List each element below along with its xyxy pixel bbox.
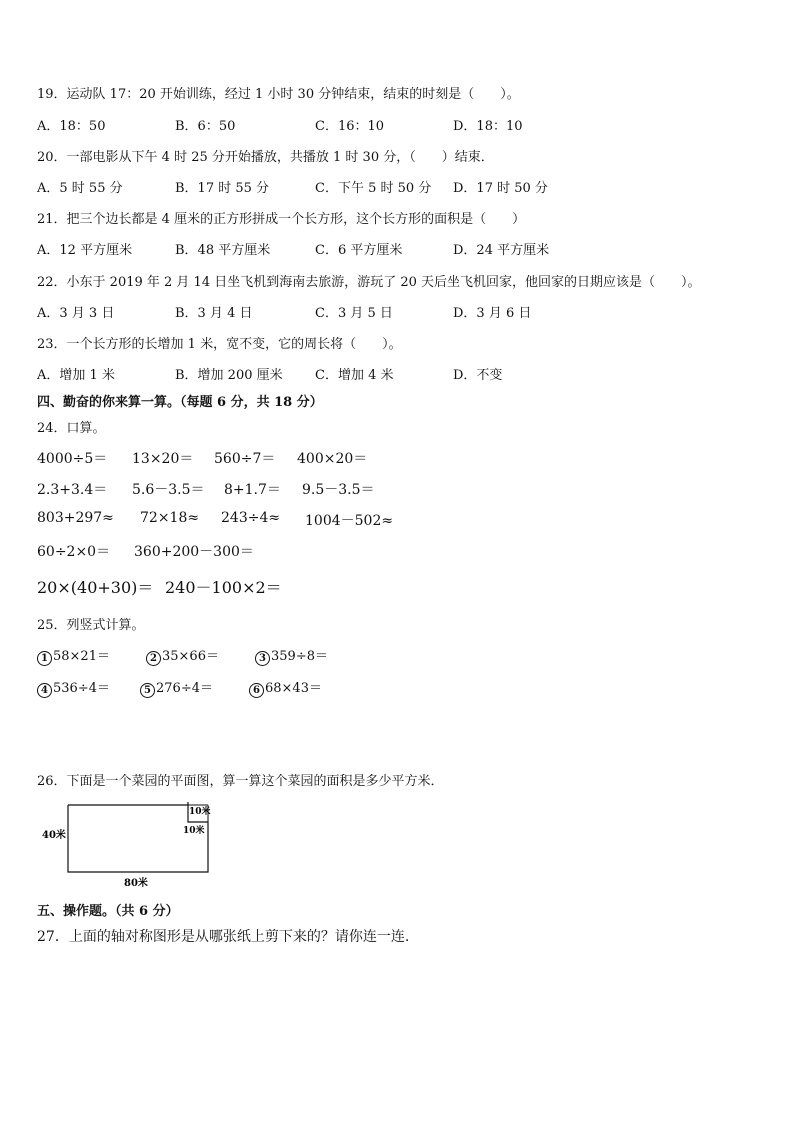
q23-option-b[interactable]: B．增加 200 厘米 — [175, 368, 283, 383]
garden-plan-figure — [40, 802, 230, 890]
question-26-stem: 26．下面是一个菜园的平面图，算一算这个菜园的面积是多少平方米． — [37, 774, 444, 789]
vertical-calc-item — [249, 677, 322, 698]
vertical-calc-expr: 359÷8＝ — [271, 649, 328, 664]
q21-option-d[interactable]: D．24 平方厘米 — [453, 243, 550, 258]
mental-math-item: 13×20＝ — [132, 451, 194, 467]
mental-math-item: 60÷2×0＝ — [37, 544, 111, 560]
vertical-calc-item — [37, 645, 110, 666]
q19-option-d[interactable]: D．18：10 — [453, 119, 523, 134]
mental-math-item: 2.3+3.4＝ — [37, 482, 108, 498]
q22-option-a[interactable]: A．3 月 3 日 — [37, 306, 115, 321]
q22-option-c[interactable]: C．3 月 5 日 — [315, 306, 393, 321]
q21-option-b[interactable]: B．48 平方厘米 — [175, 243, 271, 258]
circled-number: 1 — [37, 651, 52, 666]
q19-option-c[interactable]: C．16：10 — [315, 119, 385, 134]
mental-math-item: 360+200－300＝ — [134, 544, 254, 560]
circled-number: 5 — [140, 683, 155, 698]
question-22-stem: 22．小东于 2019 年 2 月 14 日坐飞机到海南去旅游，游玩了 20 天后坐飞机回家，他回家的日期应该是（ ）。 — [37, 275, 701, 290]
vertical-calc-item — [255, 645, 328, 666]
circled-number: 3 — [255, 651, 270, 666]
q22-option-b[interactable]: B．3 月 4 日 — [175, 306, 253, 321]
mental-math-item: 4000÷5＝ — [37, 451, 108, 467]
vertical-calc-item — [146, 645, 219, 666]
q23-option-a[interactable]: A．增加 1 米 — [37, 368, 115, 383]
mental-math-item: 803+297≈ — [37, 510, 114, 526]
q20-option-c[interactable]: C．下午 5 时 50 分 — [315, 181, 432, 196]
question-20-stem: 20．一部电影从下午 4 时 25 分开始播放，共播放 1 时 30 分，（ ）结束． — [37, 150, 494, 165]
mental-math-item: 243÷4≈ — [221, 510, 281, 526]
q21-option-c[interactable]: C．6 平方厘米 — [315, 243, 403, 258]
q19-option-b[interactable]: B．6：50 — [175, 119, 236, 134]
mental-math-item: 5.6－3.5＝ — [132, 482, 205, 498]
section-4-title: 四、勤奋的你来算一算。（每题 6 分，共 18 分） — [37, 395, 323, 410]
mental-math-item: 9.5－3.5＝ — [302, 482, 375, 498]
mental-math-item: 8+1.7＝ — [224, 482, 281, 498]
figure-left-label: 40米 — [42, 830, 66, 841]
figure-notch-top-label: 10米 — [189, 807, 211, 817]
vertical-calc-expr: 58×21＝ — [53, 649, 110, 664]
question-21-stem: 21．把三个边长都是 4 厘米的正方形拼成一个长方形，这个长方形的面积是（ ） — [37, 212, 526, 227]
q23-option-c[interactable]: C．增加 4 米 — [315, 368, 394, 383]
vertical-calc-item — [140, 677, 213, 698]
vertical-calc-expr: 68×43＝ — [265, 681, 322, 696]
garden-outline — [68, 802, 208, 872]
mental-math-item: 72×18≈ — [140, 510, 200, 526]
figure-notch-side-label: 10米 — [183, 826, 205, 836]
circled-number: 2 — [146, 651, 161, 666]
vertical-calc-item — [37, 677, 110, 698]
q20-option-b[interactable]: B．17 时 55 分 — [175, 181, 270, 196]
mental-math-item: 400×20＝ — [297, 451, 368, 467]
q19-option-a[interactable]: A．18：50 — [37, 119, 106, 134]
section-5-title: 五、操作题。（共 6 分） — [37, 904, 179, 919]
vertical-calc-expr: 536÷4＝ — [53, 681, 110, 696]
q22-option-d[interactable]: D．3 月 6 日 — [453, 306, 532, 321]
q20-option-d[interactable]: D．17 时 50 分 — [453, 181, 548, 196]
question-19-stem: 19．运动队 17：20 开始训练，经过 1 小时 30 分钟结束，结束的时刻是（ ）。 — [37, 87, 520, 102]
q20-option-a[interactable]: A．5 时 55 分 — [37, 181, 123, 196]
figure-bottom-label: 80米 — [124, 878, 148, 889]
q21-option-a[interactable]: A．12 平方厘米 — [37, 243, 133, 258]
question-27-stem: 27．上面的轴对称图形是从哪张纸上剪下来的？请你连一连. — [37, 929, 410, 945]
circled-number: 4 — [37, 683, 52, 698]
question-25-stem: 25．列竖式计算。 — [37, 618, 145, 633]
mental-math-item: 1004－502≈ — [305, 513, 394, 529]
question-24-stem: 24．口算。 — [37, 421, 106, 436]
mental-math-item: 560÷7＝ — [214, 451, 276, 467]
question-23-stem: 23．一个长方形的长增加 1 米，宽不变，它的周长将（ ）。 — [37, 337, 402, 352]
circled-number: 6 — [249, 683, 264, 698]
vertical-calc-expr: 276÷4＝ — [156, 681, 213, 696]
mental-math-item: 240－100×2＝ — [165, 578, 282, 597]
vertical-calc-expr: 35×66＝ — [162, 649, 219, 664]
mental-math-item: 20×(40+30)＝ — [37, 578, 154, 597]
q23-option-d[interactable]: D．不变 — [453, 368, 503, 383]
